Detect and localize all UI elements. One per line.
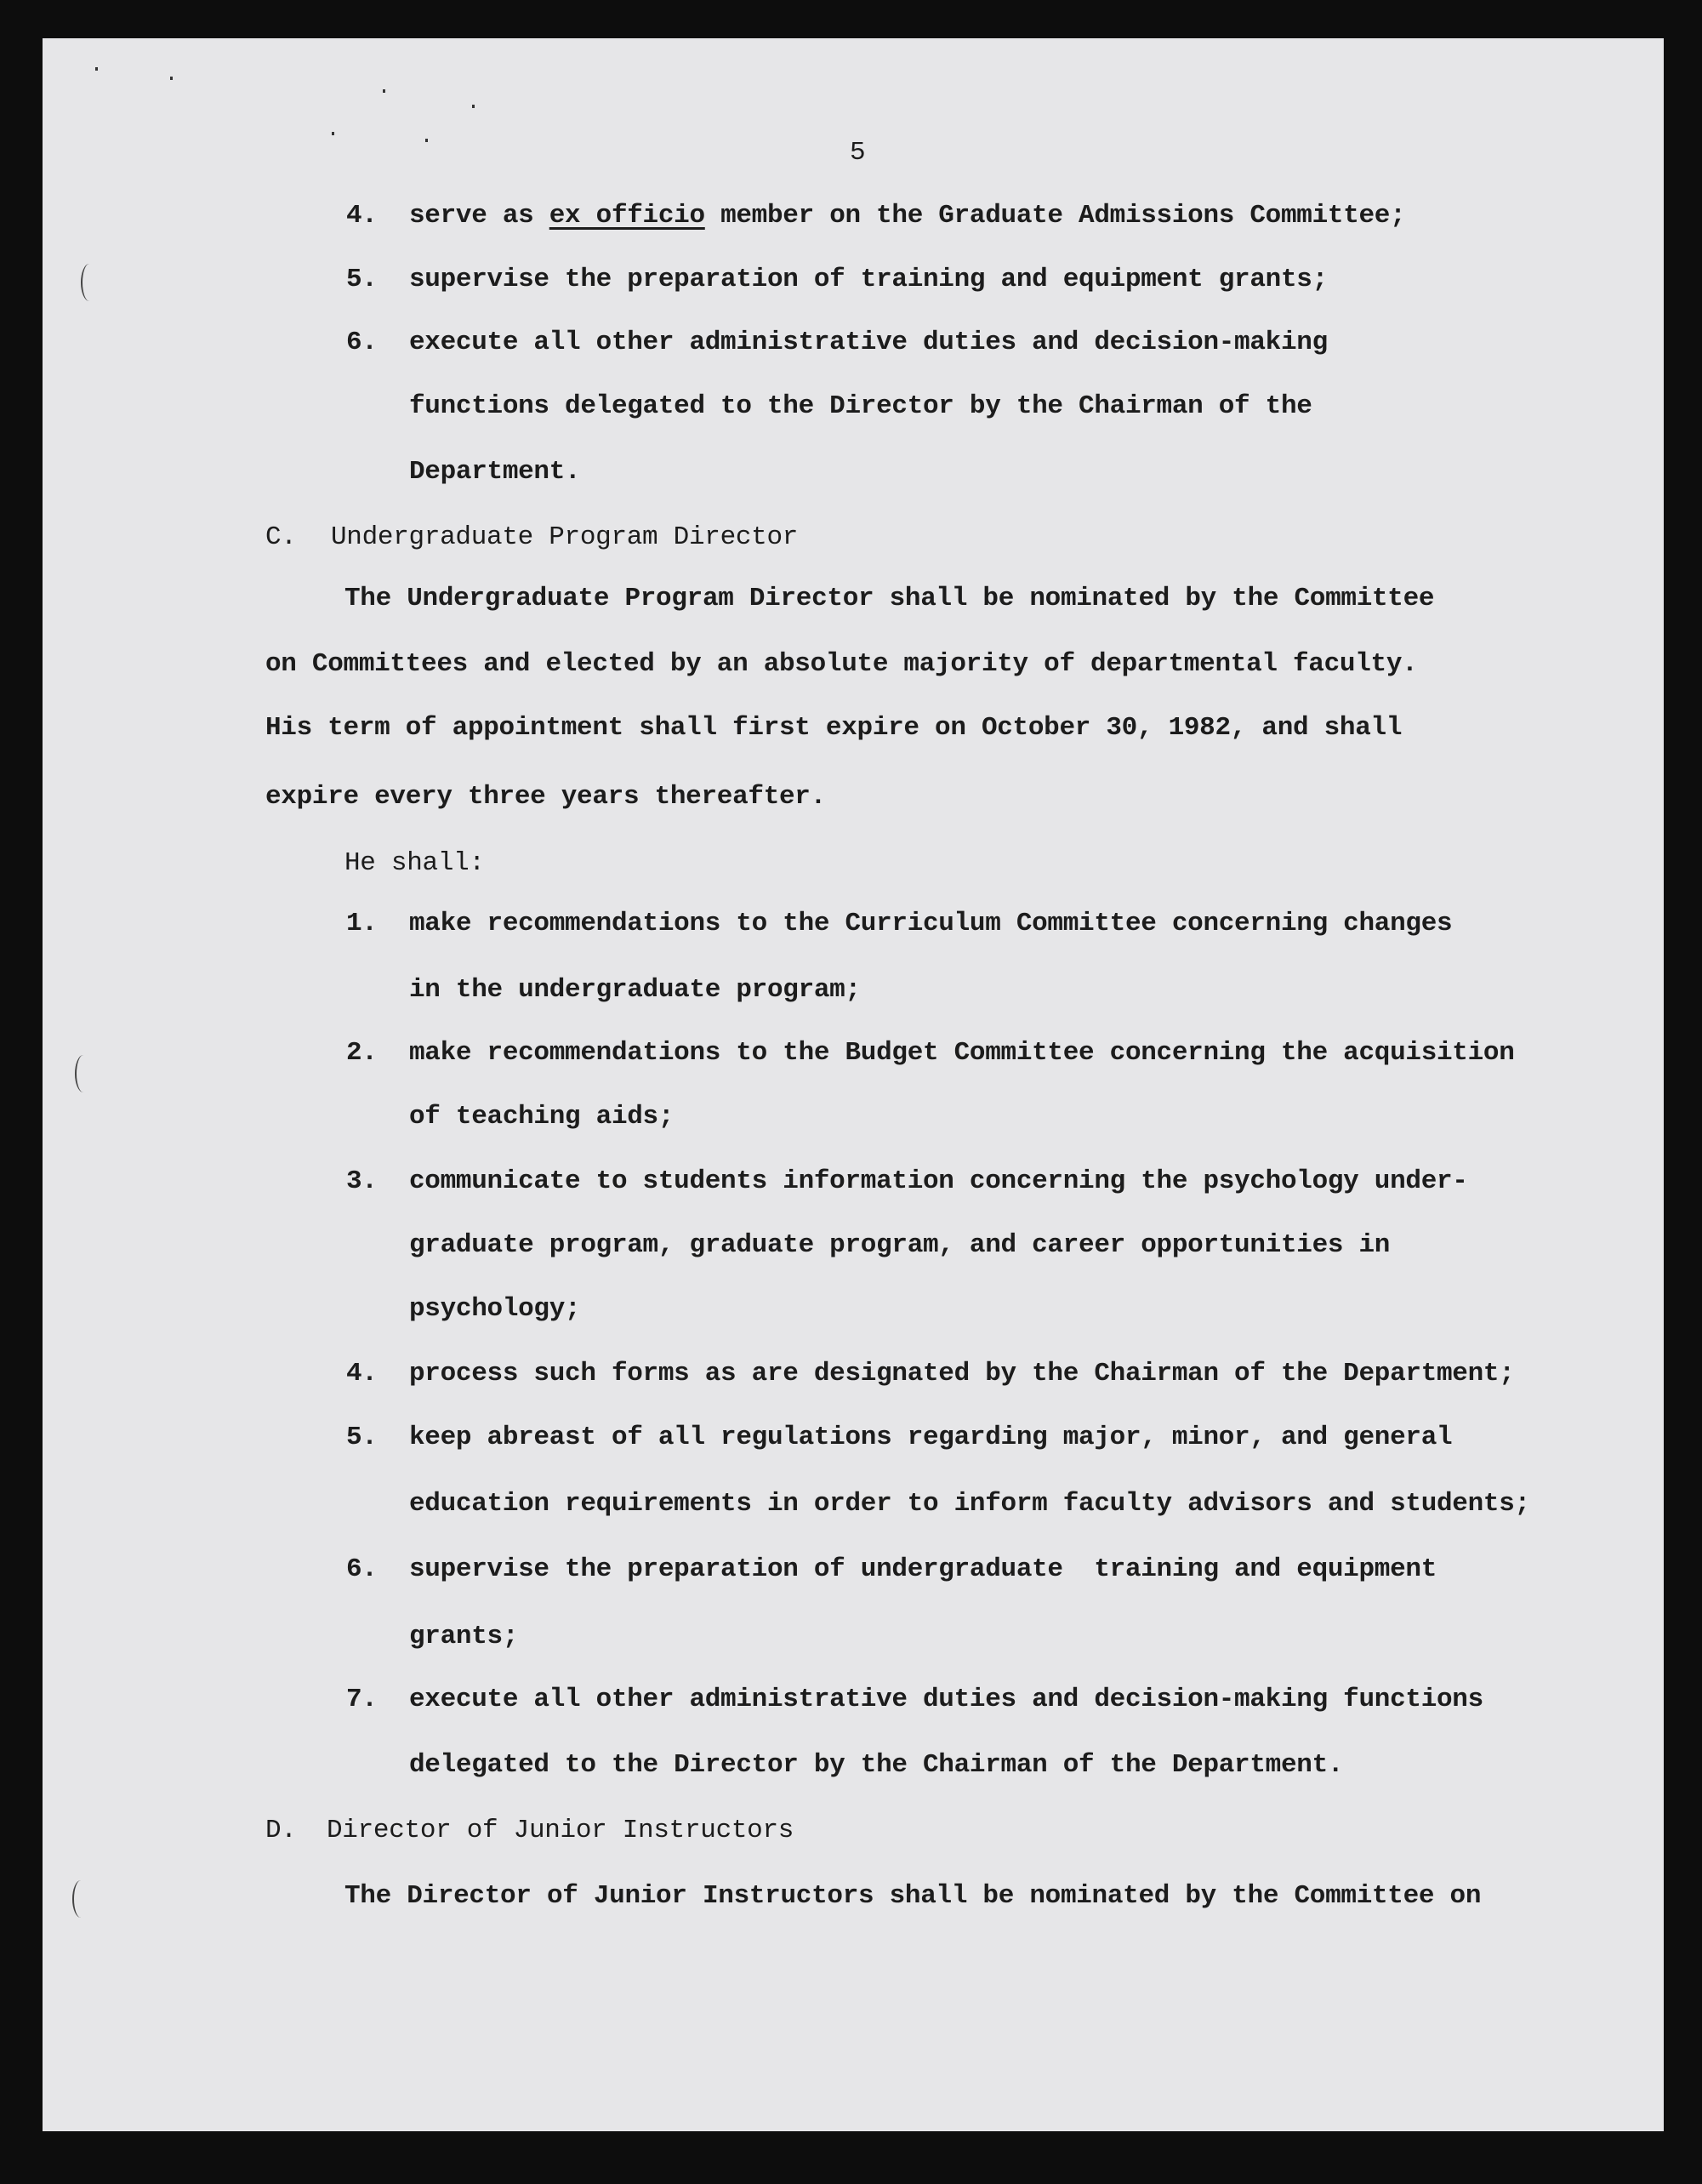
list-intro: He shall: bbox=[344, 848, 485, 878]
margin-mark bbox=[81, 264, 98, 301]
list-item-text: supervise the preparation of undergraduate training and equipment bbox=[409, 1554, 1437, 1584]
list-number: 5. bbox=[346, 1423, 378, 1452]
list-item-text: communicate to students information concerning the psychology under- bbox=[409, 1166, 1468, 1196]
list-item-text: graduate program, graduate program, and career opportunities in bbox=[409, 1230, 1391, 1260]
list-number: 3. bbox=[346, 1166, 378, 1196]
scan-speck bbox=[332, 132, 334, 135]
list-item-text: education requirements in order to inform faculty advisors and students; bbox=[409, 1489, 1530, 1519]
list-item-text: keep abreast of all regulations regarding major, minor, and general bbox=[409, 1423, 1453, 1452]
scan-speck bbox=[383, 89, 385, 93]
list-item-text: grants; bbox=[409, 1622, 519, 1651]
list-number: 5. bbox=[346, 265, 378, 294]
margin-mark bbox=[75, 1055, 92, 1092]
section-label: D. bbox=[265, 1816, 297, 1845]
paragraph-line: expire every three years thereafter. bbox=[265, 782, 826, 812]
list-item-text: supervise the preparation of training and equipment grants; bbox=[409, 265, 1328, 294]
list-item-text: make recommendations to the Curriculum Committee concerning changes bbox=[409, 909, 1453, 938]
section-heading: Undergraduate Program Director bbox=[331, 522, 799, 552]
page-number: 5 bbox=[850, 138, 866, 168]
paragraph-line: His term of appointment shall first expire on October 30, 1982, and shall bbox=[265, 713, 1403, 743]
text: serve as bbox=[409, 201, 549, 231]
scan-speck bbox=[170, 77, 173, 80]
scan-speck bbox=[425, 139, 428, 142]
text: member on the Graduate Admissions Committee; bbox=[704, 201, 1406, 231]
list-item-text: of teaching aids; bbox=[409, 1102, 675, 1132]
list-number: 7. bbox=[346, 1685, 378, 1714]
list-item-text: execute all other administrative duties and decision-making bbox=[409, 328, 1328, 357]
scan-speck bbox=[95, 67, 98, 71]
list-item-text: in the undergraduate program; bbox=[409, 975, 861, 1005]
list-number: 4. bbox=[346, 201, 378, 231]
list-number: 2. bbox=[346, 1038, 378, 1068]
list-number: 6. bbox=[346, 328, 378, 357]
paragraph-line: The Undergraduate Program Director shall be nominated by the Committee bbox=[344, 584, 1435, 613]
underlined-term: ex officio bbox=[549, 201, 705, 231]
list-number: 4. bbox=[346, 1359, 378, 1389]
section-heading: Director of Junior Instructors bbox=[327, 1816, 794, 1845]
list-item-text: psychology; bbox=[409, 1294, 581, 1324]
scan-speck bbox=[472, 105, 475, 108]
list-number: 6. bbox=[346, 1554, 378, 1584]
margin-mark bbox=[72, 1880, 89, 1918]
paragraph-line: The Director of Junior Instructors shall be nominated by the Committee on bbox=[344, 1881, 1482, 1911]
document-page bbox=[43, 38, 1664, 2131]
list-item-text: Department. bbox=[409, 457, 581, 487]
paragraph-line: on Committees and elected by an absolute majority of departmental faculty. bbox=[265, 649, 1418, 679]
list-item-text: execute all other administrative duties and decision-making functions bbox=[409, 1685, 1483, 1714]
list-item-text bbox=[409, 201, 1405, 231]
list-item-text: process such forms as are designated by the Chairman of the Department; bbox=[409, 1359, 1515, 1389]
list-item-text: delegated to the Director by the Chairman of the Department. bbox=[409, 1750, 1344, 1780]
list-item-text: functions delegated to the Director by the Chairman of the bbox=[409, 391, 1312, 421]
list-number: 1. bbox=[346, 909, 378, 938]
section-label: C. bbox=[265, 522, 297, 552]
list-item-text: make recommendations to the Budget Committee concerning the acquisition bbox=[409, 1038, 1515, 1068]
